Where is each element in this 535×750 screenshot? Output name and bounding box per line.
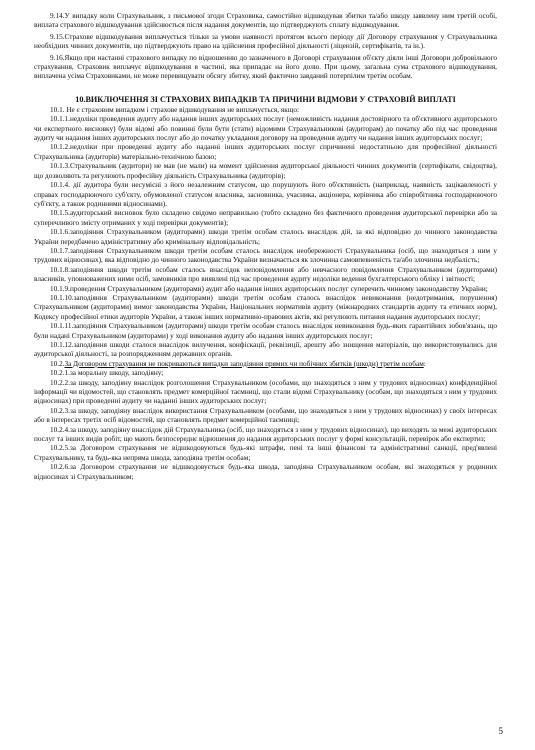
clause-10-2-colon: : — [423, 359, 426, 368]
page-number: 5 — [498, 726, 503, 736]
clause-10-2-underlined-text: За Договором страхування не покриваються випадки заподіяння прямих чи побічних збитків (шкоди) третім особам — [64, 359, 424, 368]
clause-10-1-2: 10.1.2.недоліки при проведенні аудиту або наданні інших аудиторських послуг спричинені недостатньою для професійної діяльності Страхувальника (аудиторів) матеріально-технічною базою; — [34, 143, 497, 161]
clause-10-1-5: 10.1.5.аудиторський висновок було складено свідомо неправильно (тобто складено без фактичного проведення аудиторської перевірки або за суперечливого змісту отриманих у ході перевірки документів); — [34, 209, 497, 227]
clause-10-1-4: 10.1.4. дії аудитора були несумісні з його незалежним статусом, що порушують його об'єктивність (наприклад, наявність зацікавленості у справах господарюючого суб'єкту, обумовленої статусом власника, засновника, учасника, акціонера, керівника або співробітника господарюючого суб'єкту, а також родинними відносинами). — [34, 181, 497, 208]
clause-9-14: 9.14.У випадку коли Страхувальник, з письмової згоди Страховика, самостійно відшкодував збитки та/або шкоду заявлену ним третій особі, виплата страхового відшкодування здійснюється після надання документів, що підтверджують сплату відшкодування. — [34, 12, 497, 30]
clause-10-2-5: 10.2.5.за Договором страхування не відшкодовуються будь-які штрафи, пені та інші фінансові та адміністративні санкції, пред'явлені Страхувальнику, та будь-яка непряма шкода, заподіяна третім особам; — [34, 444, 497, 462]
clause-10-1-3: 10.1.3.Страхувальник (аудитори) не мав (не мали) на момент здійснення аудиторської діяльності чинних документів (сертифікати, свідоцтва), що дозволяють та регулюють професійну діяльність Страхувальника (аудиторів); — [34, 162, 497, 180]
clause-10-2-4: 10.2.4.за шкоду, заподіяну внаслідок дій Страхувальника (осіб, що знаходяться з ним у трудових відносинах), що виходять за межі аудиторських послуг та інших видів робіт, що мають безпосереднє відношення до надання аудиторських послуг у формі консультацій, перевірок або експертиз; — [34, 425, 497, 444]
clause-10-2-6: 10.2.6.за Договором страхування не відшкодовується будь-яка шкода, заподіяна Страхувальником особам, які знаходяться у родинних відносинах зі Страхувальником; — [34, 463, 497, 481]
clause-9-15: 9.15.Страхове відшкодування виплачується тільки за умови наявності протягом всього періоду дії Договору страхування у Страхувальника необхідних чинних документів, що підтверджують право на здійснення професійної діяльності (ліцензій, сертифікатів, та ін.). — [34, 32, 497, 51]
clause-10-2 — [34, 360, 497, 369]
clause-10-1-7: 10.1.7.заподіяння Страхувальником шкоди третім особам сталось внаслідок необережності Страхувальника (осіб, що знаходяться з ним у трудових відносинах), яка відповідно до чинного законодавства України визначається як злочинна самовпевненість та/або злочинна недбалість; — [34, 246, 497, 265]
clause-10-1-8: 10.1.8.заподіяння шкоди третім особам сталось внаслідок неповідомлення або невчасного повідомлення Страхувальником (аудиторами) власників, уповноважених ними осіб, замовників про виявлені під час проведення аудиту недоліки ведення бухгалтерського обліку і звітності; — [34, 265, 497, 284]
clause-10-2-3: 10.2.3.за шкоду, заподіяну внаслідок використання Страхувальником (особами, що знаходяться з ним у трудових відносинах) у своїх інтересах або в інтересах третіх осіб відомостей, що становлять предмет комерційної таємниці; — [34, 406, 497, 425]
clause-10-2-1: 10.2.1.за моральну шкоду, заподіяну; — [50, 369, 164, 378]
clause-10-1-1: 10.1.1.недоліки проведення аудиту або надання інших аудиторських послуг (неможливість надання достовірного та об'єктивного аудиторського чи експертного висновку) були відомі або повинні були бути (стати) відомими Страхувальникові (аудиторам) до початку або під час проведення аудиту чи надання інших аудиторських послуг або до початку укладання договору на проведення аудиту чи надання інших аудиторських послуг; — [34, 115, 497, 143]
clause-10-2-number: 10.2. — [50, 359, 65, 368]
clause-10-1-6: 10.1.6.заподіяння Страхувальником (аудиторами) шкоди третім особам сталось внаслідок дій, за які відповідно до чинного законодавства України передбачено адміністративну або кримінальну відповідальність; — [34, 228, 497, 246]
clause-10-1-12: 10.1.12.заподіяння шкоди сталося внаслідок вилучення, конфіскації, реквізиції, арешту або знищення матеріалів, що використовувались для аудиторської діяльності, за розпорядженням державних органів. — [34, 341, 497, 359]
clause-9-16: 9.16.Якщо при настанні страхового випадку по відношенню до зазначеного в Договорі страхування об'єкту діяли інші Договори добровільного страхування, Страховик виплачує відшкодування в частині, яка припадає на його долю. При цьому, загальна сума страхового відшкодування, виплачена усіма Страховиками, не може перевищувати обсягу збитку, який фактично завданий потерпілим третім особам. — [34, 53, 497, 81]
clause-10-2-2: 10.2.2.за шкоду, заподіяну внаслідок розголошення Страхувальником (особами, що знаходяться з ним у трудових відносинах) конфіденційної інформації чи відомостей, що становлять предмет комерційної таємниці, що стали відомі Страхувальнику (особам, що знаходяться з ним у трудових відносинах) при проведенні аудиту чи наданні інших аудиторських послуг; — [34, 378, 497, 406]
clause-10-1: 10.1. Не є страховим випадком і страхове відшкодування не виплачується, якщо: — [50, 105, 299, 114]
section-10-heading: 10.ВИКЛЮЧЕННЯ ЗІ СТРАХОВИХ ВИПАДКІВ ТА ПРИЧИНИ ВІДМОВИ У СТРАХОВІЙ ВИПЛАТІ — [75, 94, 456, 104]
clause-10-1-11: 10.1.11.заподіяння Страхувальником (аудиторами) шкоди третім особам сталось внаслідок невиконання будь-яких гарантійних зобов'язань, що були надані Страхувальником (аудиторами) у ході виконання аудиту або надання інших аудиторських послуг; — [34, 322, 497, 340]
clause-10-1-10: 10.1.10.заподіяння Страхувальником (аудиторами) шкоди третім особам сталось внаслідок невиконання (недотримання, порушення) Страхувальником (аудиторами) вимог законодавства України, Національних нормативів аудиту (міжнародних стандартів аудиту та етичних норм), Кодексу професійної етики аудиторів України, а також інших нормативно-правових актів, які регулюють питання надання аудиторських послуг; — [34, 293, 497, 321]
clause-10-1-9: 10.1.9.проведення Страхувальником (аудиторами) аудит або надання інших аудиторських послуг суперечить чинному законодавству України; — [50, 284, 488, 293]
